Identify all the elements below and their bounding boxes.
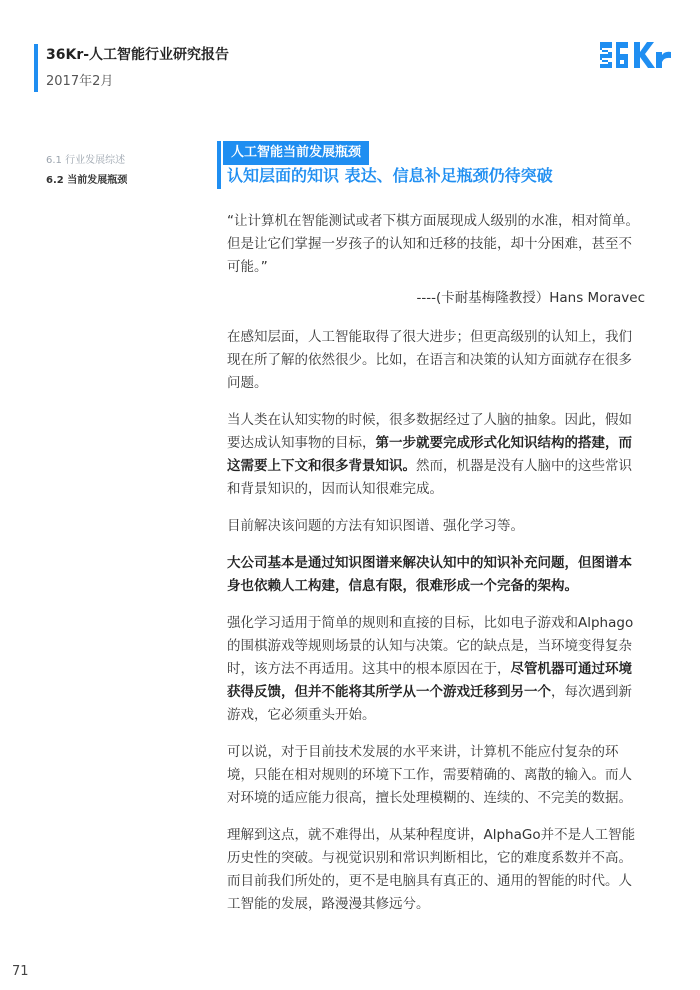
report-date: 2017年2月 [46,74,114,89]
article-body [227,210,645,930]
paragraph-2 [227,409,645,501]
section-heading: 认知层面的知识 表达、信息补足瓶颈仍待突破 [227,166,553,185]
paragraph-2-emphasis: 第一步就要完成形式化知识结构的搭建，而这需要上下文和很多背景知识。 [227,435,632,474]
36kr-logo [598,34,678,82]
section-label: 人工智能当前发展瓶颈 [223,141,369,165]
paragraph-4-emphasis: 大公司基本是通过知识图谱来解决认知中的知识补充问题，但图谱本身也依赖人工构建，信息有限，很难形成一个完备的架构。 [227,555,632,594]
paragraph-3: 目前解决该问题的方法有知识图谱、强化学习等。 [227,518,524,534]
quote: “让计算机在智能测试或者下棋方面展现成人级别的水准，相对简单。但是让它们掌握一岁孩子的认知和迁移的技能，却十分困难，甚至不可能。” [227,213,639,275]
nav-item-6-1[interactable]: 6.1 行业发展综述 [46,155,126,166]
section-accent-bar [217,141,221,189]
header-accent-bar [34,44,38,92]
paragraph-2-text-c: 然而，机器是没有人脑中的这些常识和背景知识的，因而认知很难完成。 [227,458,632,497]
paragraph-5-text-a: 强化学习适用于简单的规则和直接的目标，比如电子游戏和Alphago的围棋游戏等规则场景的认知与决策。它的缺点是，当环境变得复杂时，该方法不再适用。这其中的根本原因在于， [227,615,634,677]
paragraph-2-text-a: 当人类在认知实物的时候，很多数据经过了人脑的抽象。因此，假如要达成认知事物的目标， [227,412,632,451]
paragraph-6: 可以说，对于目前技术发展的水平来讲，计算机不能应付复杂的环境，只能在相对规则的环境下工作，需要精确的、离散的输入。而人对环境的适应能力很高，擅长处理模糊的、连续的、不完美的数据。 [227,744,632,806]
page-number: 71 [12,964,29,979]
paragraph-5-text-c: ，每次遇到新游戏，它必须重头开始。 [227,684,632,723]
paragraph-1: 在感知层面，人工智能取得了很大进步；但更高级别的认知上，我们现在所了解的依然很少。比如，在语言和决策的认知方面就存在很多问题。 [227,329,632,391]
paragraph-7: 理解到这点，就不难得出，从某种程度讲，AlphaGo并不是人工智能历史性的突破。与视觉识别和常识判断相比，它的难度系数并不高。而目前我们所处的，更不是电脑具有真正的、通用的智能的时代。人工智能的发展，路漫漫其修远兮。 [227,827,636,912]
chapter-nav [46,151,206,191]
paragraph-5 [227,612,645,727]
paragraph-5-emphasis: 尽管机器可通过环境获得反馈，但并不能将其所学从一个游戏迁移到另一个 [227,661,632,700]
quote-attribution: ----(卡耐基梅隆教授）Hans Moravec [416,290,645,306]
report-title: 36Kr-人工智能行业研究报告 [46,47,230,63]
nav-item-6-2[interactable]: 6.2 当前发展瓶颈 [46,175,128,186]
